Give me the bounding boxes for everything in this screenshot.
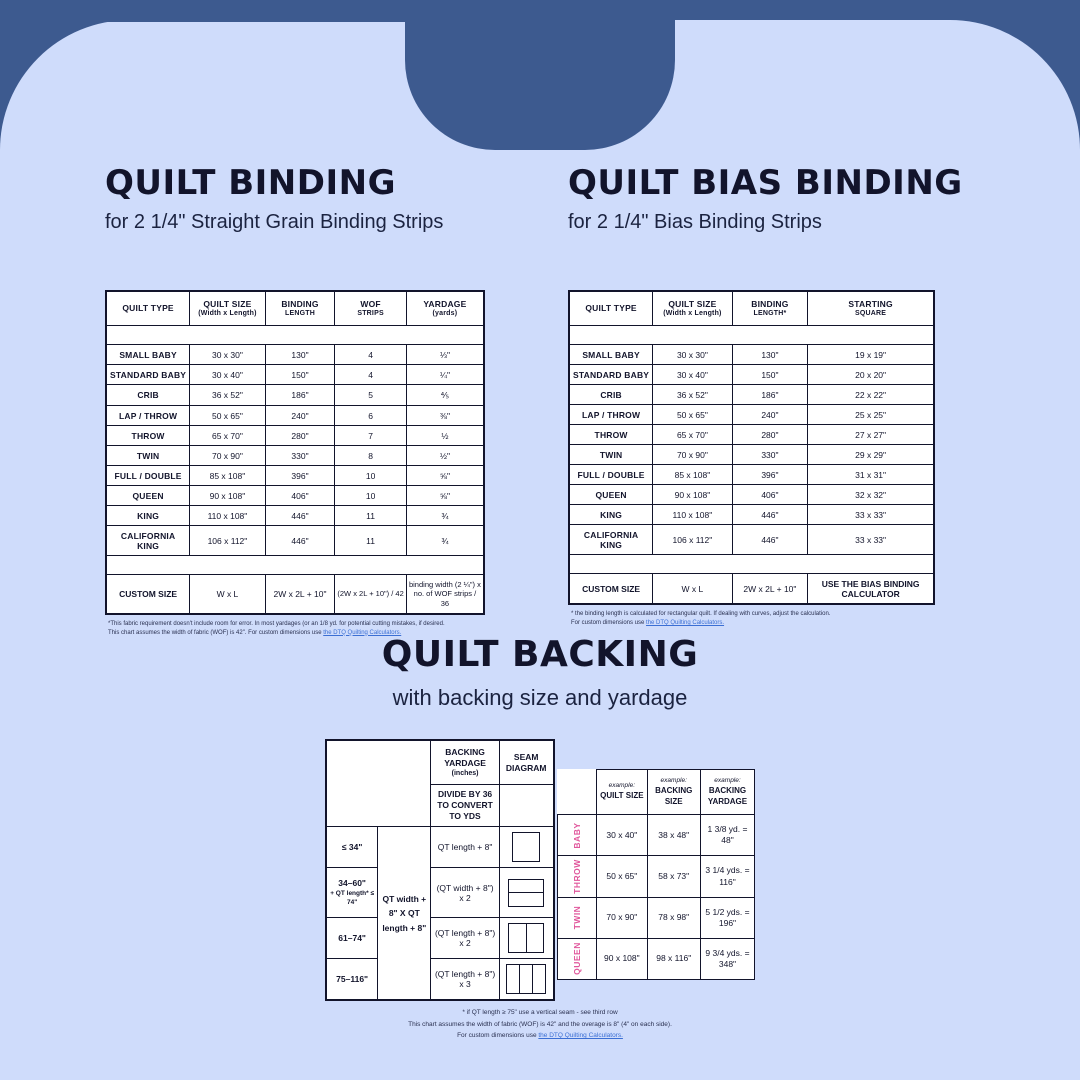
table-row [326, 918, 554, 959]
example-col-quilt-size: example: QUILT SIZE [597, 770, 647, 815]
bias-custom-row: CUSTOM SIZE W x L 2W x 2L + 10" USE THE BIAS BINDING CALCULATOR [569, 574, 934, 605]
table-row: SMALL BABY 30 x 30" 130" 4 ⅓" [106, 345, 484, 365]
table-row: CRIB 36 x 52" 186" 22 x 22" [569, 385, 934, 405]
table-row: LAP / THROW 50 x 65" 240" 6 ⅜" [106, 406, 484, 426]
binding-table [105, 290, 485, 615]
example-header-row [557, 770, 754, 815]
bias-subtitle: for 2 1/4" Bias Binding Strips [568, 211, 822, 233]
binding-col-size: QUILT SIZE (Width x Length) [190, 291, 265, 326]
backing-title: QUILT BACKING [381, 634, 699, 675]
table-row: THROW 65 x 70" 280" 7 ½ [106, 426, 484, 446]
table-row: THROW 50 x 65" 58 x 73" 3 1/4 yds. = 116" [557, 856, 754, 897]
table-row: THROW 65 x 70" 280" 27 x 27" [569, 425, 934, 445]
seam-diagram-two-vertical [499, 918, 553, 959]
bias-title: QUILT BIAS BINDING [568, 163, 963, 203]
table-row: KING 110 x 108" 446" 33 x 33" [569, 505, 934, 525]
backing-main-table [325, 739, 555, 1001]
backing-calculator-link[interactable]: the DTQ Quilting Calculators. [538, 1032, 623, 1040]
backing-divide-row [326, 785, 554, 827]
table-row: BABY 30 x 40" 38 x 48" 1 3/8 yd. = 48" [557, 815, 754, 856]
table-row: CRIB 36 x 52" 186" 5 ⅘ [106, 385, 484, 406]
table-row: LAP / THROW 50 x 65" 240" 25 x 25" [569, 405, 934, 425]
table-row: FULL / DOUBLE 85 x 108" 396" 31 x 31" [569, 465, 934, 485]
example-tag-throw: THROW [557, 856, 597, 897]
table-row: KING 110 x 108" 446" 11 ¾ [106, 506, 484, 526]
section-quilt-bias-binding [568, 163, 998, 628]
bias-calculator-link[interactable]: the DTQ Quilting Calculators. [646, 620, 725, 627]
bias-footnote: * the binding length is calculated for rectangular quilt. If dealing with curves, adjust the calculation. For custom dimensions use the DTQ Quilting Calculators. [571, 611, 831, 627]
backing-yardage-2: (QT width + 8") x 2 [431, 868, 499, 918]
table-row: TWIN 70 x 90" 78 x 98" 5 1/2 yds. = 196" [557, 897, 754, 938]
backing-yardage-4: (QT length + 8") x 3 [431, 959, 499, 1001]
section-quilt-binding [105, 163, 535, 638]
backing-size-1: ≤ 34" [326, 827, 378, 868]
table-row: CALIFORNIA KING 106 x 112" 446" 33 x 33" [569, 525, 934, 555]
backing-size-4: 75–116" [326, 959, 378, 1001]
spacer [569, 555, 934, 574]
backing-size-3: 61–74" [326, 918, 378, 959]
table-row: QUEEN 90 x 108" 406" 32 x 32" [569, 485, 934, 505]
table-row: TWIN 70 x 90" 330" 8 ½" [106, 446, 484, 466]
binding-col-type: QUILT TYPE [106, 291, 190, 326]
table-row: QUEEN 90 x 108" 406" 10 ⅝" [106, 486, 484, 506]
backing-subtitle: with backing size and yardage [392, 685, 688, 710]
table-row: CALIFORNIA KING 106 x 112" 446" 11 ¾ [106, 526, 484, 556]
backing-header-row [326, 740, 554, 785]
bias-header-row [569, 291, 934, 326]
example-tag-queen: QUEEN [557, 938, 597, 979]
binding-footnote: *This fabric requirement doesn't include room for error. In most yardages (or an 1/8 yd. for potential cutting mistakes, if desired. This chart assumes the width of fabric (WOF) is 42". For custom dimensions use the DTQ Quilting Calculators. [108, 620, 445, 636]
example-col-backing-yardage: example: BACKING YARDAGE [700, 770, 754, 815]
bias-col-length: BINDING LENGTH* [732, 291, 808, 326]
spacer [569, 326, 934, 345]
bias-col-type: QUILT TYPE [569, 291, 653, 326]
table-row: TWIN 70 x 90" 330" 29 x 29" [569, 445, 934, 465]
divide-note: DIVIDE BY 36 TO CONVERT TO YDS [431, 785, 499, 827]
table-row: STANDARD BABY 30 x 40" 150" 4 ¼" [106, 365, 484, 385]
binding-col-strips: WOF STRIPS [335, 291, 407, 326]
backing-tables [325, 739, 755, 1001]
backing-example-table [557, 769, 755, 980]
bias-col-size: QUILT SIZE (Width x Length) [653, 291, 732, 326]
binding-col-length: BINDING LENGTH [265, 291, 335, 326]
backing-col-seam: SEAM DIAGRAM [499, 740, 553, 785]
seam-diagram-two-horizontal [499, 868, 553, 918]
backing-size-2: 34–60" + QT length* ≤ 74" [326, 868, 378, 918]
binding-custom-row: CUSTOM SIZE W x L 2W x 2L + 10" (2W x 2L + 10") / 42 binding width (2 ¼") x no. of WOF strips / 36 [106, 575, 484, 614]
example-tag-baby: BABY [557, 815, 597, 856]
bias-table [568, 290, 935, 605]
table-row [326, 868, 554, 918]
backing-yardage-3: (QT length + 8") x 2 [431, 918, 499, 959]
table-row: QUEEN 90 x 108" 98 x 116" 9 3/4 yds. = 348" [557, 938, 754, 979]
example-col-backing-size: example: BACKING SIZE [647, 770, 700, 815]
backing-yardage-1: QT length + 8" [431, 827, 499, 868]
backing-center-formula: QT width + 8" X QT length + 8" [378, 827, 431, 1001]
seam-diagram-single [499, 827, 553, 868]
binding-title: QUILT BINDING [105, 163, 396, 203]
binding-col-yardage: YARDAGE (yards) [406, 291, 484, 326]
backing-col-yardage: BACKING YARDAGE (inches) [431, 740, 499, 785]
binding-subtitle: for 2 1/4" Straight Grain Binding Strips [105, 211, 444, 233]
binding-calculator-link[interactable]: the DTQ Quilting Calculators. [323, 629, 402, 636]
backing-footnote: * if QT length ≥ 75" use a vertical seam - see third row This chart assumes the width of fabric (WOF) is 42" and the overage is 8" (4" on each side). For custom dimensions use the DTQ Quilting Calculators. [408, 1009, 672, 1040]
table-row [326, 827, 554, 868]
example-tag-twin: TWIN [557, 897, 597, 938]
table-row: SMALL BABY 30 x 30" 130" 19 x 19" [569, 345, 934, 365]
bias-col-square: STARTING SQUARE [808, 291, 934, 326]
spacer [106, 326, 484, 345]
binding-header-row [106, 291, 484, 326]
spacer [106, 556, 484, 575]
seam-diagram-three-vertical [499, 959, 553, 1001]
table-row [326, 959, 554, 1001]
section-quilt-backing [0, 634, 1080, 1041]
table-row: STANDARD BABY 30 x 40" 150" 20 x 20" [569, 365, 934, 385]
table-row: FULL / DOUBLE 85 x 108" 396" 10 ⅝" [106, 466, 484, 486]
